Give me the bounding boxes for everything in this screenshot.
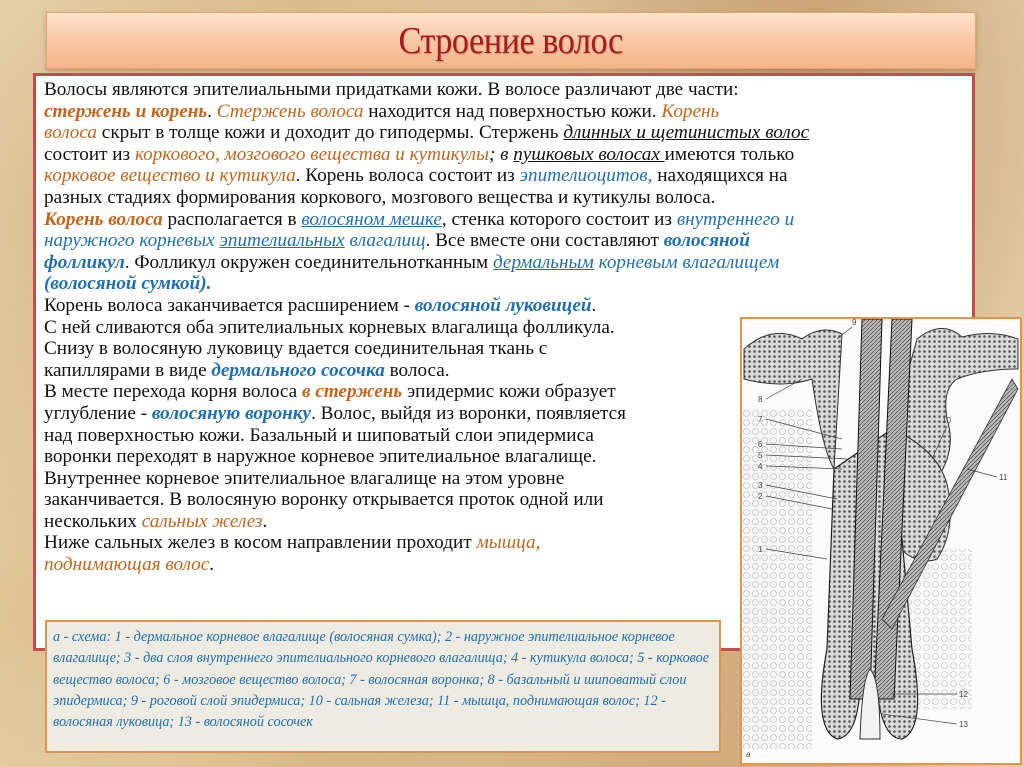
text-run: разных стадиях формирования коркового, мозгового вещества и кутикулы волоса. bbox=[44, 186, 716, 208]
highlighted-term: в стержень bbox=[301, 381, 403, 403]
highlighted-term: Корень волоса bbox=[44, 208, 163, 230]
text-run: воронки переходят в наружное корневое эпителиальное влагалище. bbox=[44, 446, 597, 468]
text-run: находится над поверхностью кожи. bbox=[363, 100, 662, 122]
figure-caption-box bbox=[45, 620, 721, 753]
text-line bbox=[44, 165, 964, 187]
highlighted-term: волосяную воронку bbox=[151, 402, 312, 424]
text-run: заканчивается. В волосяную воронку открывается проток одной или bbox=[44, 489, 604, 511]
highlighted-term: Корень bbox=[661, 100, 720, 122]
text-line bbox=[44, 209, 964, 231]
text-line bbox=[44, 230, 964, 252]
text-run: нескольких bbox=[44, 510, 142, 532]
text-run: С ней сливаются оба эпителиальных корневых влагалища фолликула. bbox=[44, 316, 615, 338]
highlighted-term: эпителиоцитов, bbox=[519, 165, 653, 187]
figure-label-13: 13 bbox=[959, 720, 968, 729]
figure-label-8: 8 bbox=[758, 395, 763, 404]
highlighted-term: мышца, bbox=[476, 532, 541, 554]
highlighted-term: волосяной bbox=[663, 230, 750, 252]
highlighted-term: корневым влагалищем bbox=[593, 251, 780, 273]
figure-label-9: 9 bbox=[852, 319, 857, 327]
figure-label-1: 1 bbox=[758, 545, 763, 554]
figure-label-7: 7 bbox=[758, 415, 763, 424]
text-run: волоса. bbox=[384, 359, 450, 381]
text-run: . bbox=[209, 554, 215, 576]
text-run: . bbox=[262, 510, 268, 532]
text-run: Внутреннее корневое эпителиальное влагалище на этом уровне bbox=[44, 467, 565, 489]
figure-label-6: 6 bbox=[758, 440, 763, 449]
hair-follicle-diagram bbox=[742, 319, 1020, 763]
text-run: Корень волоса заканчивается расширением - bbox=[44, 294, 415, 316]
highlighted-term: корковое вещество и кутикула bbox=[44, 165, 296, 187]
highlighted-term: волосяном мешке bbox=[301, 208, 442, 230]
highlighted-term: наружного корневых bbox=[44, 230, 220, 252]
text-line bbox=[44, 144, 964, 166]
highlighted-term: стержень и корень bbox=[44, 100, 208, 122]
highlighted-term: сальных желез bbox=[141, 510, 263, 532]
text-run: имеются только bbox=[664, 143, 795, 165]
highlighted-term: ; в bbox=[488, 143, 514, 165]
highlighted-term: Стержень волоса bbox=[216, 100, 364, 122]
highlighted-term: фолликул bbox=[44, 251, 125, 273]
figure-label-12: 12 bbox=[959, 690, 968, 699]
highlighted-term: (волосяной сумкой). bbox=[44, 273, 212, 295]
text-run: Снизу в волосяную луковицу вдается соединительная ткань с bbox=[44, 338, 548, 360]
text-line bbox=[44, 101, 964, 123]
text-line bbox=[44, 79, 964, 101]
text-run: . Фолликул окружен соединительнотканным bbox=[124, 251, 493, 273]
text-run: . bbox=[207, 100, 217, 122]
text-run: располагается в bbox=[162, 208, 302, 230]
highlighted-term: волоса bbox=[44, 122, 97, 144]
text-line bbox=[44, 273, 964, 295]
figure-label-11: 11 bbox=[999, 473, 1008, 482]
text-run: углубление - bbox=[44, 402, 152, 424]
slide-title-bar bbox=[46, 12, 976, 69]
figure-label-3: 3 bbox=[758, 481, 763, 490]
highlighted-term: дермального сосочка bbox=[211, 359, 385, 381]
text-run: над поверхностью кожи. Базальный и шиповатый слои эпидермиса bbox=[44, 424, 594, 446]
text-run: находящихся на bbox=[652, 165, 788, 187]
highlighted-term: внутреннего и bbox=[676, 208, 795, 230]
figure-corner-label: а bbox=[746, 750, 751, 759]
text-run: Волосы являются эпителиальными придатками кожи. В волосе различают две части: bbox=[44, 79, 739, 100]
text-run: . Все вместе они составляют bbox=[425, 230, 664, 252]
highlighted-term: волосяной луковицей bbox=[414, 294, 592, 316]
highlighted-term: дермальным bbox=[492, 251, 594, 273]
figure-label-5: 5 bbox=[758, 451, 763, 460]
figure-caption: а - схема: 1 - дермальное корневое влагалище (волосяная сумка); 2 - наружное эпителиальное корневое влагалище; 3 - два слоя внутреннего эпителиального корневого влагалища; 4 - кутикула волоса; 5 - корковое вещество волоса; 6 - мозговое вещество волоса; 7 - волосяная воронка; 8 - базальный и шиповатый слои эпидермиса; 9 - роговой слой эпидермиса; 10 - сальная железа; 11 - мышца, поднимающая волос; 12 - волосяная луковица; 13 - волосяной сосочек bbox=[53, 629, 710, 731]
figure-label-4: 4 bbox=[758, 462, 763, 471]
hair-follicle-figure bbox=[740, 317, 1022, 765]
text-run: Ниже сальных желез в косом направлении проходит bbox=[44, 532, 477, 554]
slide-title: Строение волос bbox=[398, 19, 624, 62]
text-line bbox=[44, 187, 964, 209]
text-run: В месте перехода корня волоса bbox=[44, 381, 302, 403]
text-line bbox=[44, 122, 964, 144]
text-run: скрыт в толще кожи и доходит до гиподермы. Стержень bbox=[97, 122, 564, 144]
figure-label-10: 10 bbox=[942, 416, 951, 425]
highlighted-term: влагалищ bbox=[344, 230, 426, 252]
highlighted-term: длинных и щетинистых волос bbox=[563, 122, 810, 144]
text-run: состоит из bbox=[44, 143, 135, 165]
text-run: капиллярами в виде bbox=[44, 359, 212, 381]
text-run: , стенка которого состоит из bbox=[441, 208, 677, 230]
highlighted-term: коркового, мозгового вещества и кутикулы bbox=[134, 143, 489, 165]
highlighted-term: поднимающая волос bbox=[44, 554, 210, 576]
text-run: . Корень волоса состоит из bbox=[295, 165, 520, 187]
text-run: эпидермис кожи образует bbox=[402, 381, 616, 403]
text-run: . bbox=[591, 294, 597, 316]
highlighted-term: эпителиальных bbox=[219, 230, 345, 252]
text-line bbox=[44, 252, 964, 274]
figure-label-2: 2 bbox=[758, 492, 763, 501]
text-line bbox=[44, 295, 964, 317]
highlighted-term: пушковых волосах bbox=[513, 143, 665, 165]
text-run: . Волос, выйдя из воронки, появляется bbox=[311, 402, 626, 424]
